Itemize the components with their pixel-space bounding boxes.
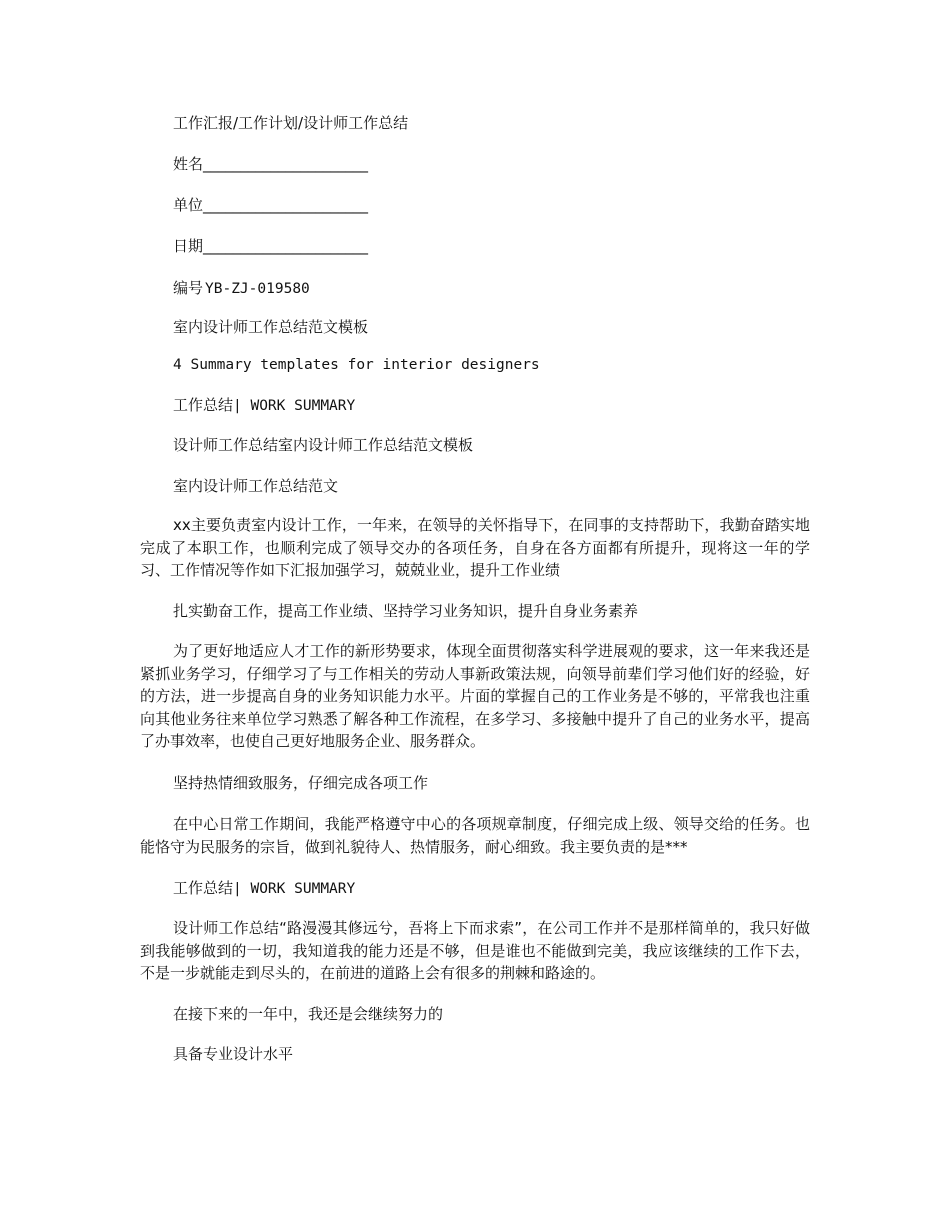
section-label-cn: 工作总结	[173, 396, 234, 414]
breadcrumb: 工作汇报/工作计划/设计师工作总结	[173, 114, 409, 132]
paragraph-learning: 为了更好地适应人才工作的新形势要求，体现全面贯彻落实科学进展观的要求，这一年来我还是紧抓业务学习，仔细学习了与工作相关的劳动人事新政策法规，向领导前辈们学习他们好的经验，好的方法，进一步提高自身的业务知识能力水平。片面的掌握自己的工作业务是不够的，平常我也注重向其他业务往来单位学习熟悉了解各种工作流程，在多学习、多接触中提升了自己的业务水平，提高了办事效率，也使自己更好地服务企业、服务群众。	[140, 642, 810, 750]
document-code-value: YB-ZJ-019580	[205, 281, 310, 297]
section-label-cn-2: 工作总结	[173, 879, 234, 897]
heading-service: 坚持热情细致服务，仔细完成各项工作	[173, 774, 429, 792]
paragraph-intro: xx主要负责室内设计工作，一年来，在领导的关怀指导下，在同事的支持帮助下，我勤奋踏实地完成了本职工作，也顺利完成了领导交办的各项任务，自身在各方面都有所提升，现将这一年的学习、工作情况等作如下汇报加强学习，兢兢业业，提升工作业绩	[140, 516, 810, 579]
document-title: 室内设计师工作总结范文模板	[173, 318, 369, 336]
section-label-en-2: | WORK SUMMARY	[233, 881, 356, 897]
document-title-english: 4 Summary templates for interior designers	[173, 357, 540, 373]
document-code	[173, 277, 310, 300]
name-field-line: 姓名______________________	[173, 155, 369, 173]
paragraph-daily-work: 在中心日常工作期间，我能严格遵守中心的各项规章制度，仔细完成上级、领导交给的任务。也能恪守为民服务的宗旨，做到礼貌待人、热情服务，耐心细致。我主要负责的是***	[140, 815, 810, 856]
heading-diligent-work: 扎实勤奋工作，提高工作业绩、坚持学习业务知识，提升自身业务素养	[173, 602, 639, 620]
section-label-work-summary	[173, 394, 355, 417]
document-code-label: 编号	[173, 279, 204, 297]
paragraph-designer-summary: 设计师工作总结“路漫漫其修远兮，吾将上下而求索”，在公司工作并不是那样简单的，我只好做到我能够做到的一切，我知道我的能力还是不够，但是谁也不能做到完美，我应该继续的工作下去，不是一步就能走到尽头的，在前进的道路上会有很多的荆棘和路途的。	[140, 919, 810, 982]
line-next-year: 在接下来的一年中，我还是会继续努力的	[173, 1005, 444, 1023]
heading-professional-skill: 具备专业设计水平	[173, 1045, 294, 1063]
heading-sample: 室内设计师工作总结范文	[173, 477, 339, 495]
date-field-line: 日期______________________	[173, 237, 369, 255]
document-subtitle: 设计师工作总结室内设计师工作总结范文模板	[173, 436, 474, 454]
section-label-work-summary-2	[173, 877, 355, 900]
section-label-en: | WORK SUMMARY	[233, 398, 356, 414]
unit-field-line: 单位______________________	[173, 196, 369, 214]
